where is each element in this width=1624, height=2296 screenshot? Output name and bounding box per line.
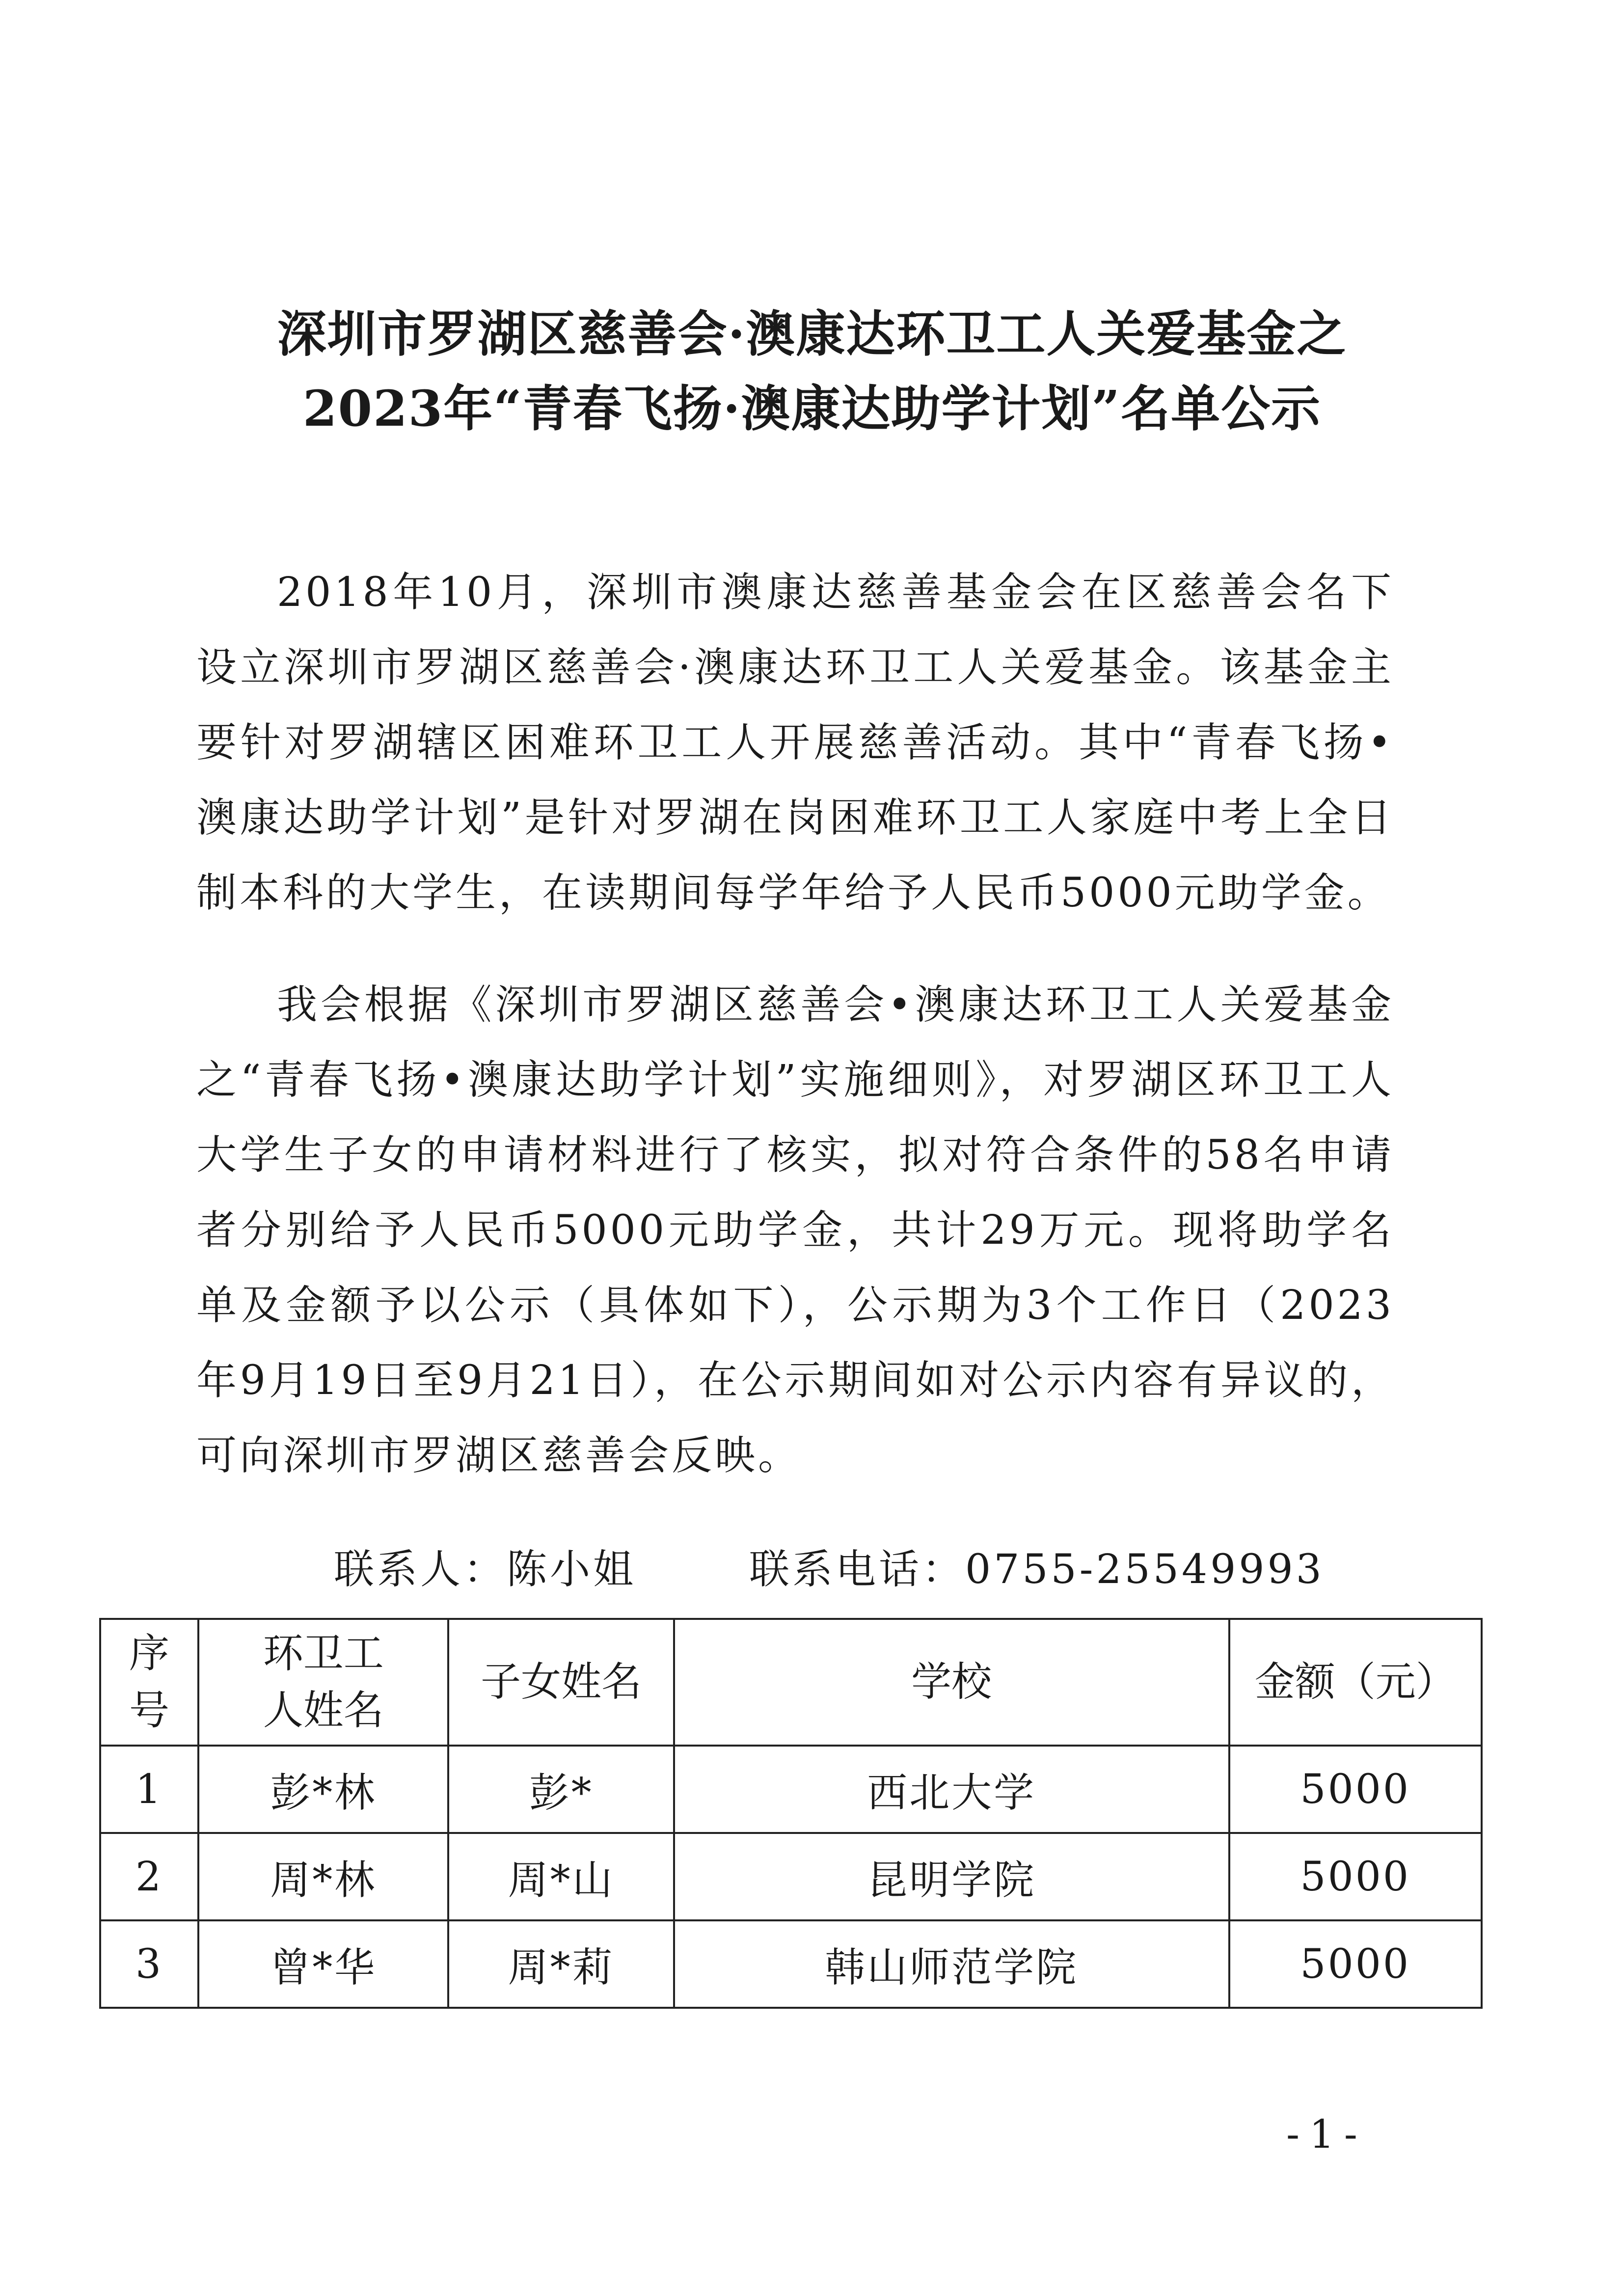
table-row xyxy=(100,1833,1482,1920)
cell-school: 昆明学院 xyxy=(674,1833,1229,1920)
cell-amount: 5000 xyxy=(1229,1920,1482,2008)
cell-amount: 5000 xyxy=(1229,1833,1482,1920)
header-index: 序号 xyxy=(100,1619,198,1746)
table-header-row xyxy=(100,1619,1482,1746)
contact-phone: 0755-25549993 xyxy=(965,1546,1325,1593)
body-paragraph-2: 我会根据《深圳市罗湖区慈善会•澳康达环卫工人关爱基金之“青春飞扬•澳康达助学计划”实施细则》，对罗湖区环卫工人大学生子女的申请材料进行了核实，拟对符合条件的58名申请者分别给予人民币5000元助学金，共计29万元。现将助学名单及金额予以公示（具体如下），公示期为3个工作日（2023年9月19日至9月21日），在公示期间如对公示内容有异议的，可向深圳市罗湖区慈善会反映。 xyxy=(196,982,1394,1479)
cell-child-name: 彭* xyxy=(448,1746,674,1833)
cell-child-name: 周*莉 xyxy=(448,1920,674,2008)
cell-index: 3 xyxy=(100,1920,198,2008)
header-amount: 金额（元） xyxy=(1229,1619,1482,1746)
cell-school: 西北大学 xyxy=(674,1746,1229,1833)
document-title-line-1: 深圳市罗湖区慈善会·澳康达环卫工人关爱基金之 xyxy=(277,305,1347,363)
cell-index: 2 xyxy=(100,1833,198,1920)
document-title-line-2: 2023年“青春飞扬·澳康达助学计划”名单公示 xyxy=(302,380,1322,437)
header-school: 学校 xyxy=(674,1619,1229,1746)
header-worker-name: 环卫工人姓名 xyxy=(198,1619,448,1746)
cell-worker-name: 彭*林 xyxy=(198,1746,448,1833)
body-paragraph-1: 2018年10月，深圳市澳康达慈善基金会在区慈善会名下设立深圳市罗湖区慈善会·澳康达环卫工人关爱基金。该基金主要针对罗湖辖区困难环卫工人开展慈善活动。其中“青春飞扬•澳康达助学计划”是针对罗湖在岗困难环卫工人家庭中考上全日制本科的大学生，在读期间每学年给予人民币5000元助学金。 xyxy=(196,569,1394,916)
cell-worker-name: 周*林 xyxy=(198,1833,448,1920)
cell-child-name: 周*山 xyxy=(448,1833,674,1920)
contact-person: 陈小姐 xyxy=(507,1546,637,1593)
table-row xyxy=(100,1920,1482,2008)
cell-amount: 5000 xyxy=(1229,1746,1482,1833)
page-number: -1- xyxy=(1286,2111,1367,2157)
cell-school: 韩山师范学院 xyxy=(674,1920,1229,2008)
recipient-table xyxy=(99,1618,1483,2009)
header-child-name: 子女姓名 xyxy=(448,1619,674,1746)
cell-worker-name: 曾*华 xyxy=(198,1920,448,2008)
contact-phone-label: 联系电话： xyxy=(749,1546,966,1593)
contact-person-label: 联系人： xyxy=(334,1546,507,1593)
cell-index: 1 xyxy=(100,1746,198,1833)
contact-line xyxy=(334,1532,1325,1607)
table-row xyxy=(100,1746,1482,1833)
